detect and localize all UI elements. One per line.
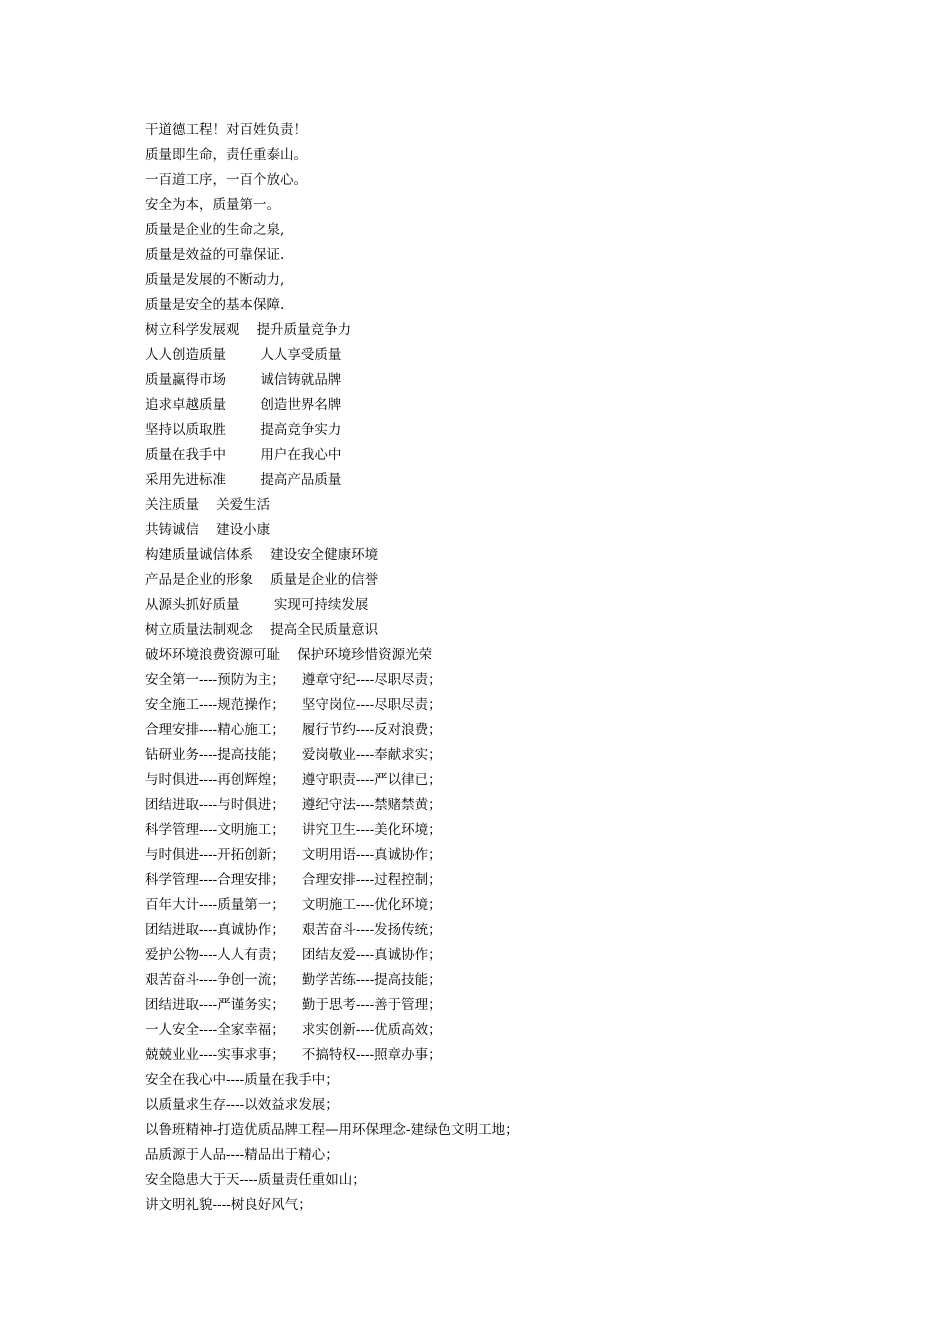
text-line: 关注质量 关爱生活 <box>145 497 271 513</box>
text-line: 以鲁班精神-打造优质品牌工程—用环保理念-建绿色文明工地； <box>145 1122 519 1138</box>
text-line: 树立质量法制观念 提高全民质量意识 <box>145 622 379 638</box>
text-line: 团结进取----真诚协作； 艰苦奋斗----发扬传统； <box>145 922 442 938</box>
text-line: 质量赢得市场 诚信铸就品牌 <box>145 372 342 388</box>
text-line: 以质量求生存----以效益求发展； <box>145 1097 339 1113</box>
text-line: 钻研业务----提高技能； 爱岗敬业----奉献求实； <box>145 747 442 763</box>
text-line: 质量是企业的生命之泉, <box>145 222 285 238</box>
text-line: 采用先进标准 提高产品质量 <box>145 472 342 488</box>
text-line: 团结进取----严谨务实； 勤于思考----善于管理； <box>145 997 442 1013</box>
text-line: 品质源于人品----精品出于精心； <box>145 1147 339 1163</box>
text-line: 团结进取----与时俱进； 遵纪守法----禁赌禁黄； <box>145 797 442 813</box>
text-line: 共铸诚信 建设小康 <box>145 522 271 538</box>
text-line: 安全施工----规范操作； 坚守岗位----尽职尽责； <box>145 697 442 713</box>
text-line: 讲文明礼貌----树良好风气； <box>145 1197 312 1213</box>
slogan-list <box>145 118 905 1218</box>
text-line: 合理安排----精心施工； 履行节约----反对浪费； <box>145 722 442 738</box>
text-line: 一百道工序，一百个放心。 <box>145 172 307 188</box>
text-line: 质量是效益的可靠保证. <box>145 247 285 263</box>
text-line: 质量是发展的不断动力, <box>145 272 285 288</box>
text-line: 科学管理----文明施工； 讲究卫生----美化环境； <box>145 822 442 838</box>
text-line: 爱护公物----人人有责； 团结友爱----真诚协作； <box>145 947 442 963</box>
text-line: 安全第一----预防为主； 遵章守纪----尽职尽责； <box>145 672 442 688</box>
text-line: 构建质量诚信体系 建设安全健康环境 <box>145 547 379 563</box>
text-line: 安全为本，质量第一。 <box>145 197 280 213</box>
text-line: 与时俱进----开拓创新； 文明用语----真诚协作； <box>145 847 442 863</box>
text-line: 安全在我心中----质量在我手中； <box>145 1072 339 1088</box>
text-line: 科学管理----合理安排； 合理安排----过程控制； <box>145 872 442 888</box>
text-line: 破坏环境浪费资源可耻 保护环境珍惜资源光荣 <box>145 647 433 663</box>
text-line: 兢兢业业----实事求事； 不搞特权----照章办事； <box>145 1047 442 1063</box>
text-line: 百年大计----质量第一； 文明施工----优化环境； <box>145 897 442 913</box>
text-line: 质量即生命，责任重泰山。 <box>145 147 307 163</box>
text-line: 干道德工程！对百姓负责！ <box>145 122 307 138</box>
text-line: 追求卓越质量 创造世界名牌 <box>145 397 342 413</box>
text-line: 质量在我手中 用户在我心中 <box>145 447 342 463</box>
text-line: 安全隐患大于天----质量责任重如山； <box>145 1172 366 1188</box>
text-line: 树立科学发展观 提升质量竞争力 <box>145 322 352 338</box>
text-line: 艰苦奋斗----争创一流； 勤学苦练----提高技能； <box>145 972 442 988</box>
text-line: 人人创造质量 人人享受质量 <box>145 347 342 363</box>
text-line: 从源头抓好质量 实现可持续发展 <box>145 597 369 613</box>
text-line: 坚持以质取胜 提高竞争实力 <box>145 422 342 438</box>
text-line: 与时俱进----再创辉煌； 遵守职责----严以律已； <box>145 772 442 788</box>
text-line: 质量是安全的基本保障. <box>145 297 285 313</box>
text-line: 产品是企业的形象 质量是企业的信誉 <box>145 572 379 588</box>
text-line: 一人安全----全家幸福； 求实创新----优质高效； <box>145 1022 442 1038</box>
